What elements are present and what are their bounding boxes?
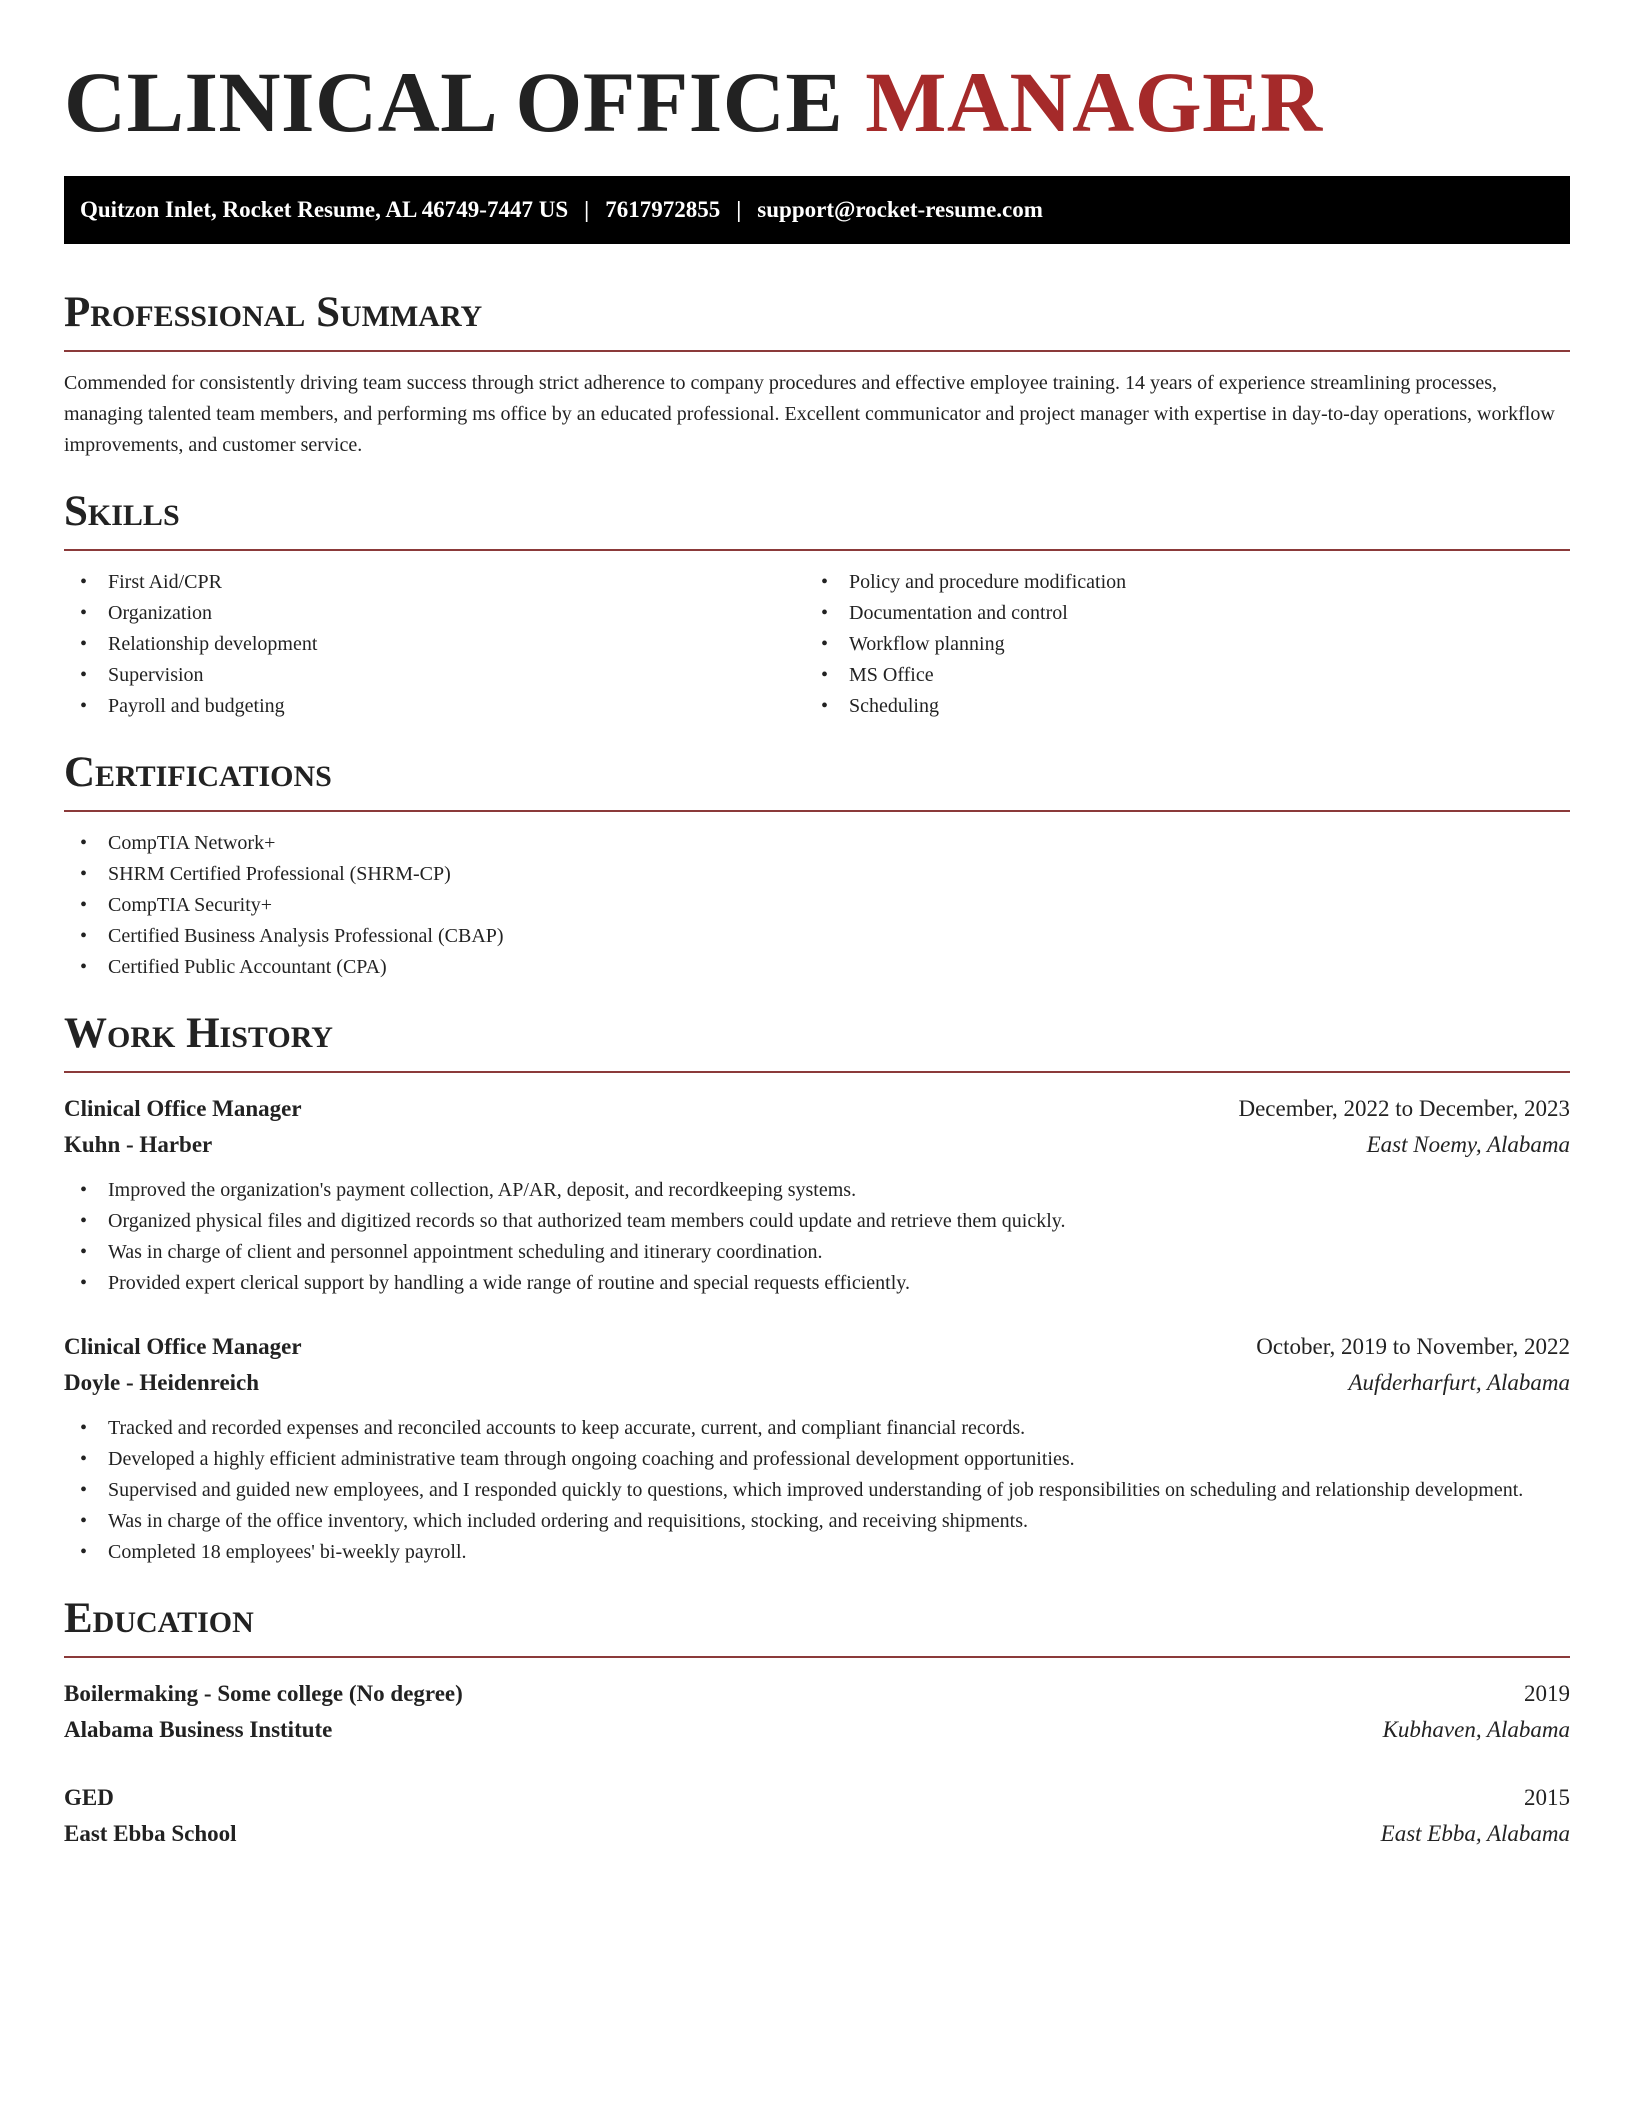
skill-item: • Documentation and control	[805, 598, 1546, 629]
skill-item: • Workflow planning	[805, 629, 1546, 660]
job-bullet: • Was in charge of the office inventory, which included ordering and requisitions, stocking, and receiving shipments.	[64, 1506, 1570, 1537]
job-bullet: • Completed 18 employees' bi-weekly payroll.	[64, 1537, 1570, 1568]
skills-list-left	[64, 567, 805, 722]
skill-item: • Scheduling	[805, 691, 1546, 722]
job-bullet: • Supervised and guided new employees, and I responded quickly to questions, which improved understanding of job responsibilities on scheduling and relationship development.	[64, 1475, 1570, 1506]
education-year: 2015	[1524, 1785, 1570, 1810]
section-divider	[64, 350, 1570, 352]
certification-item: • Certified Business Analysis Professional (CBAP)	[64, 921, 1570, 952]
resume-page	[64, 52, 1570, 1852]
education-year: 2019	[1524, 1681, 1570, 1706]
certification-item: • Certified Public Accountant (CPA)	[64, 952, 1570, 983]
section-divider	[64, 1071, 1570, 1073]
skill-item: • Relationship development	[64, 629, 805, 660]
contact-email: support@rocket-resume.com	[757, 197, 1043, 222]
skill-item: • Organization	[64, 598, 805, 629]
job-company-row	[64, 1127, 1570, 1163]
work-history-heading: Work History	[64, 1010, 333, 1057]
certifications-heading: Certifications	[64, 749, 332, 796]
skills-heading: Skills	[64, 488, 180, 535]
skill-item: • First Aid/CPR	[64, 567, 805, 598]
job-bullets	[64, 1413, 1570, 1568]
summary-heading: Professional Summary	[64, 289, 483, 336]
job-bullet: • Developed a highly efficient administrative team through ongoing coaching and professional development opportunities.	[64, 1444, 1570, 1475]
job-bullet: • Improved the organization's payment collection, AP/AR, deposit, and recordkeeping systems.	[64, 1175, 1570, 1206]
skills-list-right	[805, 567, 1546, 722]
contact-phone: 7617972855	[605, 197, 721, 222]
contact-bar	[64, 176, 1570, 244]
certification-item: • SHRM Certified Professional (SHRM-CP)	[64, 859, 1570, 890]
education-entry	[64, 1676, 1570, 1748]
skills-section	[64, 487, 1570, 722]
job-dates: October, 2019 to November, 2022	[1256, 1334, 1570, 1359]
education-school: Alabama Business Institute	[64, 1717, 333, 1742]
certifications-section	[64, 748, 1570, 983]
certification-item: • CompTIA Network+	[64, 828, 1570, 859]
job-location: Aufderharfurt, Alabama	[1348, 1370, 1570, 1395]
certifications-list	[64, 828, 1570, 983]
certification-item: • CompTIA Security+	[64, 890, 1570, 921]
skills-columns	[64, 567, 1570, 722]
job-title: Clinical Office Manager	[64, 1096, 302, 1121]
job-entry	[64, 1329, 1570, 1568]
summary-text: Commended for consistently driving team success through strict adherence to company procedures and effective employee training. 14 years of experience streamlining processes, managing talented team members, and performing ms office by an educated professional. Excellent communicator and project manager with expertise in day-to-day operations, workflow improvements, and customer service.	[64, 372, 1555, 456]
job-company: Doyle - Heidenreich	[64, 1370, 260, 1395]
education-entry	[64, 1780, 1570, 1852]
section-divider	[64, 549, 1570, 551]
education-degree: Boilermaking - Some college (No degree)	[64, 1681, 463, 1706]
job-header-row	[64, 1329, 1570, 1365]
contact-separator: |	[584, 197, 590, 222]
summary-section	[64, 288, 1570, 461]
title-main: CLINICAL OFFICE	[64, 54, 866, 150]
title-accent: MANAGER	[865, 54, 1323, 150]
job-bullet: • Organized physical files and digitized records so that authorized team members could update and retrieve them quickly.	[64, 1206, 1570, 1237]
education-location: Kubhaven, Alabama	[1382, 1717, 1570, 1742]
job-dates: December, 2022 to December, 2023	[1238, 1096, 1570, 1121]
skill-item: • Supervision	[64, 660, 805, 691]
job-bullet: • Was in charge of client and personnel appointment scheduling and itinerary coordination.	[64, 1237, 1570, 1268]
section-divider	[64, 810, 1570, 812]
education-location: East Ebba, Alabama	[1380, 1821, 1570, 1846]
education-school: East Ebba School	[64, 1821, 237, 1846]
contact-separator: |	[736, 197, 742, 222]
job-entry	[64, 1091, 1570, 1299]
work-history-section	[64, 1009, 1570, 1568]
education-section	[64, 1594, 1570, 1852]
resume-title	[64, 52, 1570, 152]
job-title: Clinical Office Manager	[64, 1334, 302, 1359]
job-location: East Noemy, Alabama	[1366, 1132, 1570, 1157]
skill-item: • MS Office	[805, 660, 1546, 691]
skill-item: • Payroll and budgeting	[64, 691, 805, 722]
job-company: Kuhn - Harber	[64, 1132, 213, 1157]
job-header-row	[64, 1091, 1570, 1127]
education-school-row	[64, 1816, 1570, 1852]
education-school-row	[64, 1712, 1570, 1748]
job-company-row	[64, 1365, 1570, 1401]
education-degree-row	[64, 1676, 1570, 1712]
education-heading: Education	[64, 1595, 254, 1642]
contact-address: Quitzon Inlet, Rocket Resume, AL 46749-7447 US	[80, 197, 569, 222]
education-degree: GED	[64, 1785, 114, 1810]
skill-item: • Policy and procedure modification	[805, 567, 1546, 598]
job-bullets	[64, 1175, 1570, 1299]
job-bullet: • Tracked and recorded expenses and reconciled accounts to keep accurate, current, and compliant financial records.	[64, 1413, 1570, 1444]
education-degree-row	[64, 1780, 1570, 1816]
job-bullet: • Provided expert clerical support by handling a wide range of routine and special requests efficiently.	[64, 1268, 1570, 1299]
section-divider	[64, 1656, 1570, 1658]
